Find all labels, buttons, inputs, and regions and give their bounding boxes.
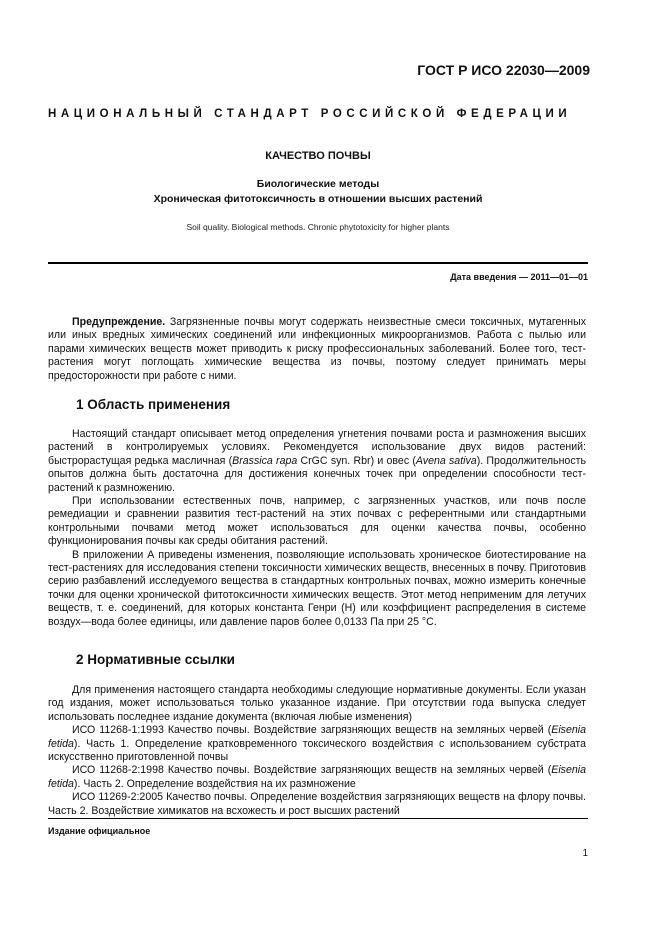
document-title: КАЧЕСТВО ПОЧВЫ bbox=[265, 150, 371, 162]
section-2-heading: 2 Нормативные ссылки bbox=[76, 652, 235, 667]
section-1-paragraph-3: В приложении А приведены изменения, позволяющие использовать хроническое биотестирование на тест-растениях для исследования степени токсичности химических веществ, внесенных в почву. Приготовив серию разбавлений исследуемого вещества в стандартных контрольных почвах, можно измерить конечные точки для оценки хронической фитотоксичности химических веществ. Этот метод неприменим для летучих веществ, т. е. соединений, для которых константа Генри (Н) или коэффициент распределения в системе воздух—вода более единицы, или давление паров более 0,0133 Па при 25 °С. bbox=[48, 548, 586, 628]
normative-reference-1: ИСО 11268-1:1993 Качество почвы. Воздействие загрязняющих веществ на земляных червей (Eisenia fetida). Часть 1. Определение кратковременного токсического воздействия с использованием субстрата искусственно приготовленной почвы bbox=[48, 724, 586, 764]
section-1-body bbox=[48, 428, 586, 629]
title-divider bbox=[48, 262, 588, 264]
english-title: Soil quality. Biological methods. Chronic phytotoxicity for higher plants bbox=[186, 222, 450, 232]
document-subtitle: Биологические методы bbox=[256, 178, 380, 190]
section-1-heading: 1 Область применения bbox=[76, 397, 231, 412]
normative-reference-3: ИСО 11269-2:2005 Качество почвы. Определение воздействия загрязняющих веществ на флору почвы. Часть 2. Воздействие химикатов на всхожесть и рост высших растений bbox=[48, 791, 586, 817]
document-subtitle-2: Хроническая фитотоксичность в отношении высших растений bbox=[153, 193, 483, 205]
section-2-body bbox=[48, 684, 586, 818]
national-standard-banner: НАЦИОНАЛЬНЫЙ СТАНДАРТ РОССИЙСКОЙ ФЕДЕРАЦИИ bbox=[48, 108, 572, 120]
footer-divider bbox=[48, 818, 588, 819]
page-number: 1 bbox=[582, 848, 588, 859]
official-edition-label: Издание официальное bbox=[48, 826, 151, 836]
standard-id: ГОСТ Р ИСО 22030—2009 bbox=[417, 62, 590, 78]
section-1-paragraph-1: Настоящий стандарт описывает метод определения угнетения почвами роста и размножения высших растений в контролируемых условиях. Рекомендуется использование двух видов растений: быстрорастущая редька масличная (Brassica rapa CrGC syn. Rbr) и овес (Avena sativa). Продолжительность опытов должна быть достаточна для достижения конечных точек при определении способности тест-растений к размножению. bbox=[48, 428, 586, 494]
introduction-date: Дата введения — 2011—01—01 bbox=[450, 272, 588, 282]
section-1-paragraph-2: При использовании естественных почв, например, с загрязненных участков, или почв после ремедиации и сравнении развития тест-растений на этих почвах с референтными или стандартными контрольными почвами метод может использоваться для оценки качества почвы, особенно функционирования почвы как среды обитания растений. bbox=[48, 495, 586, 548]
section-2-paragraph-1: Для применения настоящего стандарта необходимы следующие нормативные документы. Если указан год издания, может использоваться только указанное издание. При отсутствии года выпуска следует использовать последнее издание документа (включая любые изменения) bbox=[48, 684, 586, 723]
warning-label: Предупреждение. bbox=[72, 316, 166, 328]
warning-paragraph bbox=[48, 316, 586, 383]
warning-text: Загрязненные почвы могут содержать неизвестные смеси токсичных, мутагенных или иных вредных химических соединений или инфекционных микроорганизмов. Работа с пылью или парами химических веществ может приводить к риску профессиональных заболеваний. Более того, тест-растения могут поглощать химические вещества из почвы, поэтому следует принимать меры предосторожности при работе с ними. bbox=[48, 316, 586, 382]
normative-reference-2: ИСО 11268-2:1998 Качество почвы. Воздействие загрязняющих веществ на земляных червей (Eisenia fetida). Часть 2. Определение воздействия на их размножение bbox=[48, 764, 586, 790]
